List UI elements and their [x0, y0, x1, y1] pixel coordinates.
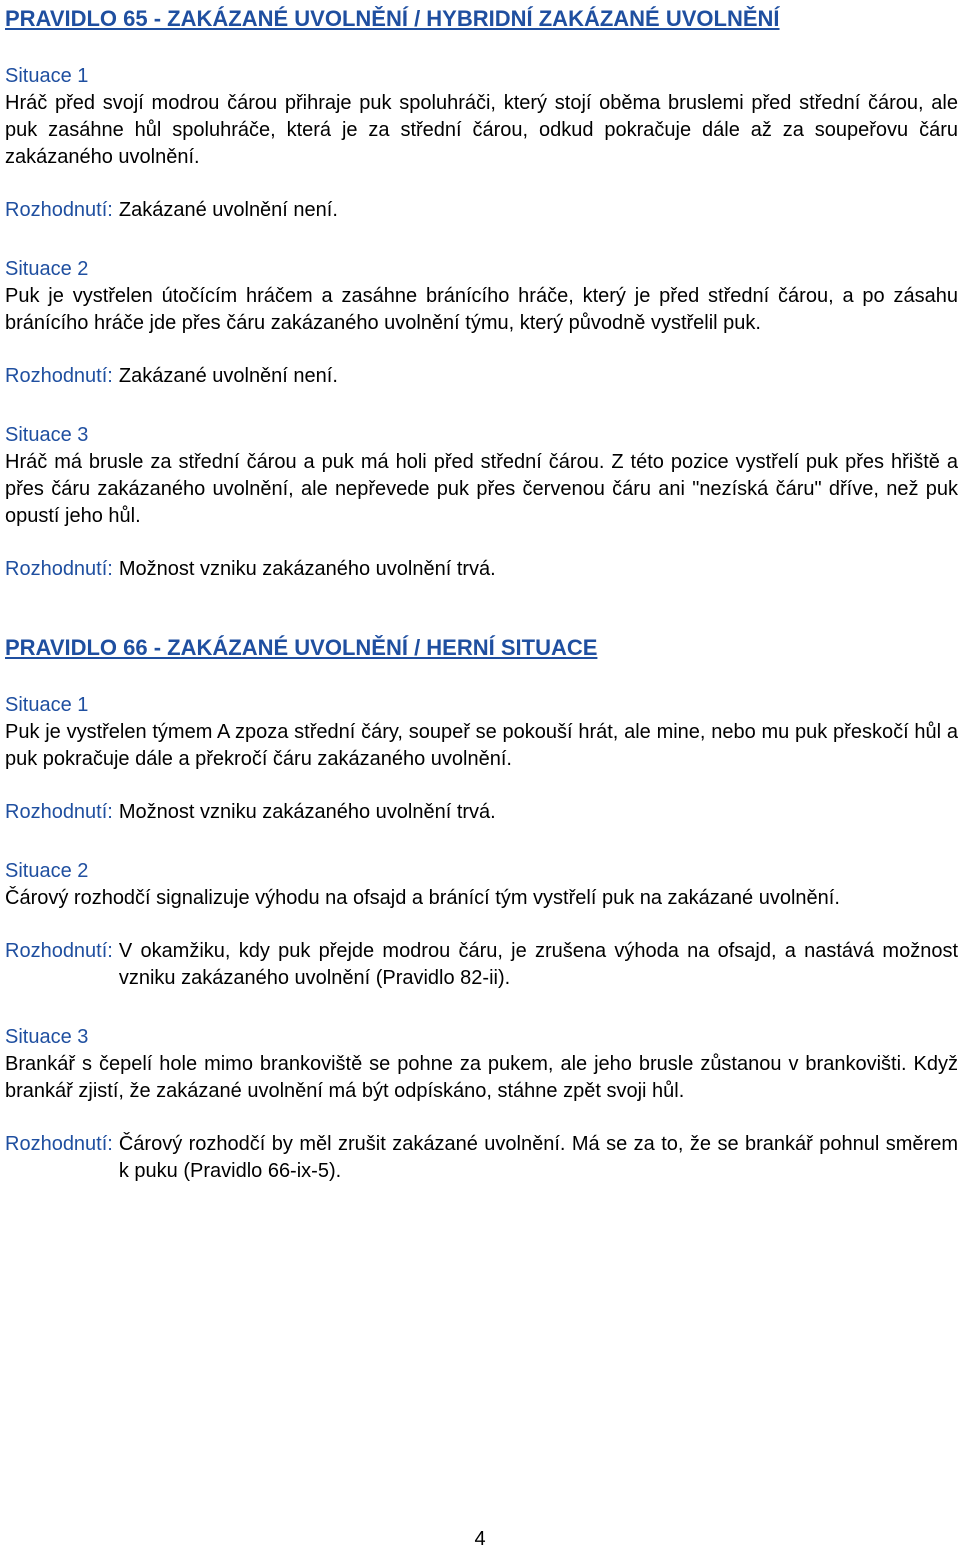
rule-66-situation-2-text: Čárový rozhodčí signalizuje výhodu na ofsajd a bránící tým vystřelí puk na zakázané uvolnění. — [5, 887, 840, 909]
rule-66-situation-1-text: Puk je vystřelen týmem A zpoza střední čáry, soupeř se pokouší hrát, ale mine, nebo mu puk přeskočí hůl a puk pokračuje dále a překročí čáru zakázaného uvolnění. — [5, 721, 958, 770]
rule-66-situation-2-heading: Situace 2 — [5, 860, 89, 882]
rule-65-situation-1-decision — [5, 197, 958, 224]
decision-label: Rozhodnutí: — [5, 558, 113, 580]
rule-66-situation-2-decision — [5, 938, 958, 992]
decision-label: Rozhodnutí: — [5, 940, 113, 962]
rule-65-situation-3-text: Hráč má brusle za střední čárou a puk má holi před střední čárou. Z této pozice vystřelí puk přes hřiště a přes čáru zakázaného uvolnění, ale nepřevede puk přes červenou čáru ani "nezíská čáru" dříve, než puk opustí jeho hůl. — [5, 451, 958, 527]
rule-65-situation-1-heading: Situace 1 — [5, 65, 89, 87]
rule-66-section — [5, 635, 958, 1185]
decision-text: V okamžiku, kdy puk přejde modrou čáru, je zrušena výhoda na ofsajd, a nastává možnost vzniku zakázaného uvolnění (Pravidlo 82-ii). — [118, 940, 958, 989]
document-page — [5, 0, 958, 1185]
rule-65-situation-2-text: Puk je vystřelen útočícím hráčem a zasáhne bránícího hráče, který je před střední čárou, a po zásahu bránícího hráče jde přes čáru zakázaného uvolnění týmu, který původně vystřelil puk. — [5, 285, 958, 334]
rule-66-situation-1-heading: Situace 1 — [5, 694, 89, 716]
rule-66-situation-3-text: Brankář s čepelí hole mimo brankoviště se pohne za pukem, ale jeho brusle zůstanou v brankovišti. Když brankář zjistí, že zakázané uvolnění má být odpískáno, stáhne zpět svoji hůl. — [5, 1053, 958, 1102]
rule-65-situation-1-text: Hráč před svojí modrou čárou přihraje puk spoluhráči, který stojí oběma bruslemi před střední čárou, ale puk zasáhne hůl spoluhráče, která je za střední čárou, odkud pokračuje dále až za soupeřovu čáru zakázaného uvolnění. — [5, 92, 958, 168]
decision-text: Čárový rozhodčí by měl zrušit zakázané uvolnění. Má se za to, že se brankář pohnul směrem k puku (Pravidlo 66-ix-5). — [118, 1133, 958, 1182]
decision-text: Možnost vzniku zakázaného uvolnění trvá. — [118, 558, 496, 580]
rule-66-situation-3-decision — [5, 1131, 958, 1185]
rule-66-title: PRAVIDLO 66 - ZAKÁZANÉ UVOLNĚNÍ / HERNÍ SITUACE — [5, 635, 598, 660]
decision-text: Zakázané uvolnění není. — [118, 199, 338, 221]
rule-66-situation-3-heading: Situace 3 — [5, 1026, 89, 1048]
decision-label: Rozhodnutí: — [5, 365, 113, 387]
rule-65-situation-2-decision — [5, 363, 958, 390]
decision-text: Zakázané uvolnění není. — [118, 365, 338, 387]
decision-label: Rozhodnutí: — [5, 1133, 113, 1155]
rule-65-situation-3-heading: Situace 3 — [5, 424, 89, 446]
decision-label: Rozhodnutí: — [5, 801, 113, 823]
page-number: 4 — [474, 1528, 486, 1550]
rule-65-situation-3-decision — [5, 556, 958, 583]
decision-text: Možnost vzniku zakázaného uvolnění trvá. — [118, 801, 496, 823]
rule-65-title: PRAVIDLO 65 - ZAKÁZANÉ UVOLNĚNÍ / HYBRIDNÍ ZAKÁZANÉ UVOLNĚNÍ — [5, 6, 780, 31]
rule-65-section — [5, 6, 958, 583]
rule-65-situation-2-heading: Situace 2 — [5, 258, 89, 280]
rule-66-situation-1-decision — [5, 799, 958, 826]
decision-label: Rozhodnutí: — [5, 199, 113, 221]
